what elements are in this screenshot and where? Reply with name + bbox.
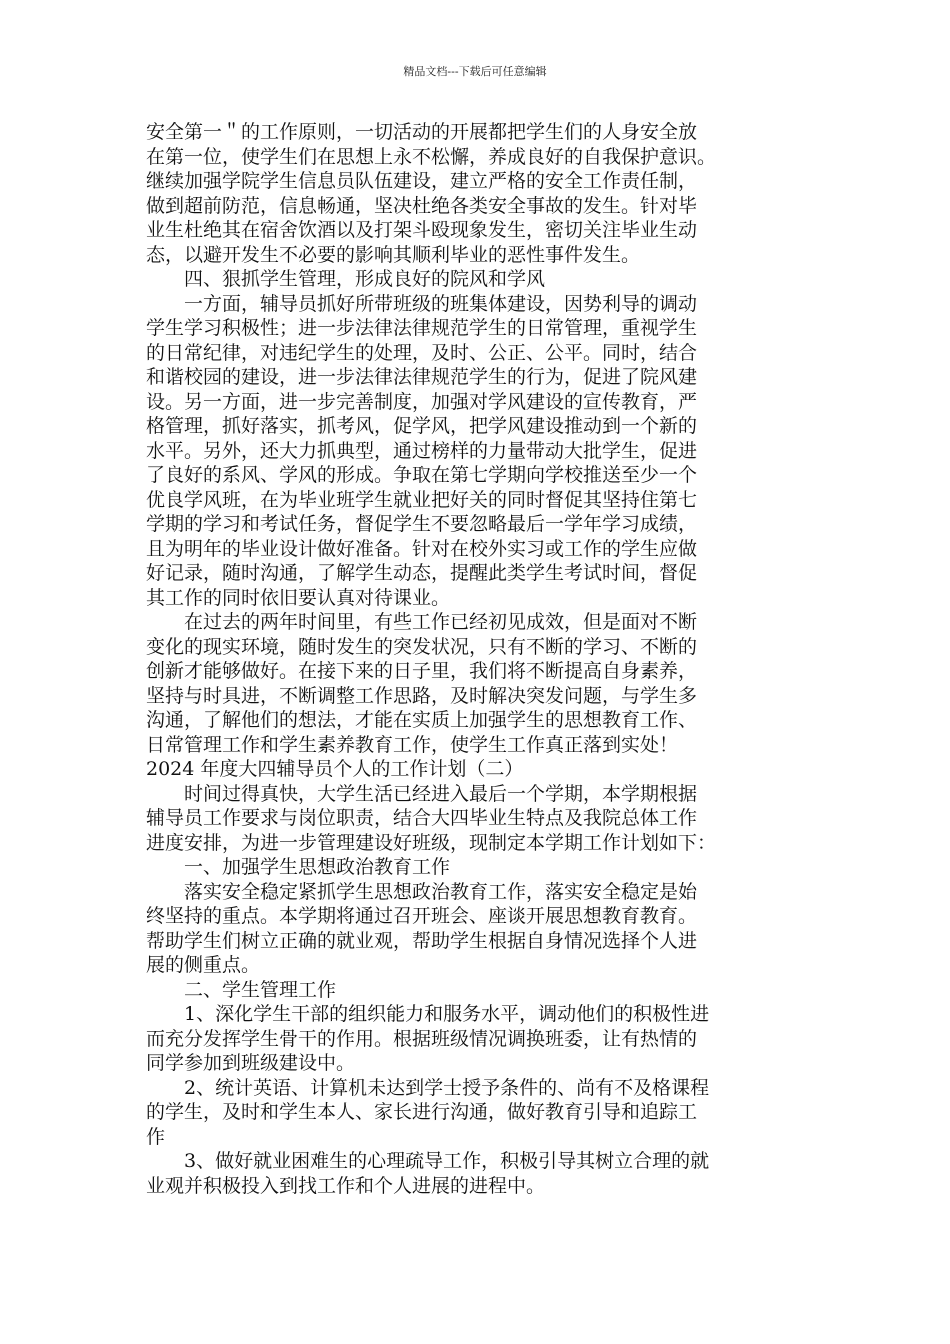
page-header: 精品文档---下载后可任意编辑 xyxy=(403,65,547,78)
text-line: 1、深化学生干部的组织能力和服务水平，调动他们的积极性进 xyxy=(184,1003,710,1025)
text-line: 进度安排，为进一步管理建设好班级，现制定本学期工作计划如下： xyxy=(146,831,717,854)
text-line: 业观并积极投入到找工作和个人进展的进程中。 xyxy=(146,1174,546,1197)
document-body xyxy=(146,120,808,1198)
text-line: 业生杜绝其在宿舍饮酒以及打架斗殴现象发生，密切关注毕业生动 xyxy=(146,219,698,241)
text-line: 继续加强学院学生信息员队伍建设，建立严格的安全工作责任制， xyxy=(146,170,698,192)
text-line: 好记录，随时沟通，了解学生动态，提醒此类学生考试时间，督促 xyxy=(146,562,698,584)
text-line: 且为明年的毕业设计做好准备。针对在校外实习或工作的学生应做 xyxy=(146,537,698,560)
text-line: 日常管理工作和学生素养教育工作，使学生工作真正落到实处！ xyxy=(146,733,679,756)
text-line: 设。另一方面，进一步完善制度，加强对学风建设的宣传教育，严 xyxy=(146,390,698,413)
text-line: 的学生，及时和学生本人、家长进行沟通，做好教育引导和追踪工 xyxy=(146,1101,698,1123)
text-line: 作 xyxy=(146,1125,166,1148)
text-line: 二、学生管理工作 xyxy=(184,978,337,1001)
text-line: 优良学风班，在为毕业班学生就业把好关的同时督促其坚持住第七 xyxy=(146,488,698,511)
text-line: 3、做好就业困难生的心理疏导工作，积极引导其树立合理的就 xyxy=(184,1150,710,1172)
text-line: 2024 年度大四辅导员个人的工作计划（二） xyxy=(146,758,524,780)
text-line: 的日常纪律，对违纪学生的处理，及时、公正、公平。同时，结合 xyxy=(146,341,698,364)
text-line: 和谐校园的建设，进一步法律法律规范学生的行为，促进了院风建 xyxy=(146,366,698,388)
text-line: 学期的学习和考试任务，督促学生不要忽略最后一学年学习成绩， xyxy=(146,513,698,535)
text-line: 安全第一＂的工作原则，一切活动的开展都把学生们的人身安全放 xyxy=(146,121,698,143)
text-line: 沟通，了解他们的想法，才能在实质上加强学生的思想教育工作、 xyxy=(146,709,698,731)
text-line: 在过去的两年时间里，有些工作已经初见成效，但是面对不断 xyxy=(184,611,698,633)
text-line: 做到超前防范，信息畅通，坚决杜绝各类安全事故的发生。针对毕 xyxy=(146,194,698,217)
text-line: 同学参加到班级建设中。 xyxy=(146,1052,356,1074)
text-line: 变化的现实环境，随时发生的突发状况，只有不断的学习、不断的 xyxy=(146,635,698,658)
text-line: 帮助学生们树立正确的就业观，帮助学生根据自身情况选择个人进 xyxy=(146,929,698,952)
text-line: 坚持与时具进，不断调整工作思路，及时解决突发问题，与学生多 xyxy=(146,684,698,707)
text-line: 一方面，辅导员抓好所带班级的班集体建设，因势利导的调动 xyxy=(184,292,698,315)
text-line: 学生学习积极性；进一步法律法律规范学生的日常管理，重视学生 xyxy=(146,317,698,339)
text-line: 展的侧重点。 xyxy=(146,954,261,976)
text-line: 落实安全稳定紧抓学生思想政治教育工作，落实安全稳定是始 xyxy=(184,880,698,903)
text-line: 时间过得真快，大学生活已经进入最后一个学期，本学期根据 xyxy=(184,782,698,805)
text-line: 终坚持的重点。本学期将通过召开班会、座谈开展思想教育教育。 xyxy=(146,905,698,927)
text-line: 水平。另外，还大力抓典型，通过榜样的力量带动大批学生，促进 xyxy=(146,439,698,462)
text-line: 辅导员工作要求与岗位职责，结合大四毕业生特点及我院总体工作 xyxy=(146,807,698,829)
text-line: 在第一位，使学生们在思想上永不松懈，养成良好的自我保护意识。 xyxy=(146,145,717,168)
text-line: 一、加强学生思想政治教育工作 xyxy=(184,856,451,878)
text-line: 2、统计英语、计算机未达到学士授予条件的、尚有不及格课程 xyxy=(184,1076,710,1099)
text-line: 格管理，抓好落实，抓考风，促学风，把学风建设推动到一个新的 xyxy=(146,415,698,437)
text-line: 而充分发挥学生骨干的作用。根据班级情况调换班委，让有热情的 xyxy=(146,1027,698,1050)
text-line: 态，以避开发生不必要的影响其顺利毕业的恶性事件发生。 xyxy=(146,243,641,266)
text-line: 创新才能够做好。在接下来的日子里，我们将不断提高自身素养， xyxy=(146,660,698,682)
text-line: 其工作的同时依旧要认真对待课业。 xyxy=(146,586,451,609)
text-line: 四、狠抓学生管理，形成良好的院风和学风 xyxy=(184,268,546,290)
text-line: 了良好的系风、学风的形成。争取在第七学期向学校推送至少一个 xyxy=(146,464,698,486)
